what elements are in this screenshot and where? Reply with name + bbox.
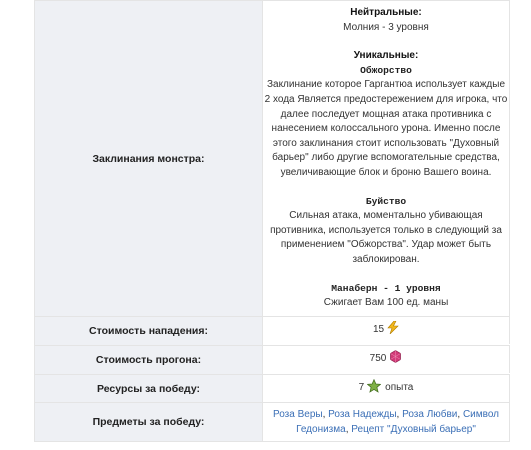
spell-name-manaburn: Манаберн - 1 уровня (331, 282, 441, 294)
spells-label: Заклинания монстра: (34, 1, 263, 316)
desc-line: противника, используется только в следующий за (270, 224, 502, 236)
item-link-hedonism-symbol[interactable]: Символ Гедонизма (296, 409, 500, 435)
attack-cost-number: 15 (372, 324, 385, 336)
spell-name-gluttony: Обжорство (360, 64, 412, 76)
resources-row (34, 375, 510, 403)
spell-desc-frenzy (263, 209, 509, 267)
desc-line: этого заклинания стоит использовать "Духовный (272, 137, 500, 149)
items-row (34, 403, 510, 442)
desc-line: заблокирован. (352, 253, 420, 265)
chase-cost-row (34, 346, 510, 375)
resources-value (263, 375, 510, 402)
desc-line: нанесением колоссального урона. Именно после (271, 123, 501, 135)
desc-line: барьер" либо другие вспомогательные средства, (272, 152, 500, 164)
spell-desc-gluttony (263, 78, 509, 180)
neutral-heading: Нейтральные: (350, 7, 422, 18)
spells-value (263, 1, 510, 316)
monster-info-table (34, 0, 510, 442)
chase-cost-value (263, 346, 510, 373)
chase-cost-label: Стоимость прогона: (34, 346, 263, 374)
attack-cost-label: Стоимость нападения: (34, 317, 263, 345)
item-link-hope-rose[interactable]: Роза Надежды (328, 409, 397, 420)
desc-line: далее последует мощная атака противника с (280, 108, 492, 120)
item-link-spirit-barrier-recipe[interactable]: Рецепт "Духовный барьер" (351, 423, 476, 435)
spells-row (34, 0, 510, 317)
unique-heading: Уникальные: (353, 50, 419, 62)
items-value: Роза Веры, Роза Надежды, Роза Любви, Символ Гедонизма, Рецепт "Духовный барьер" (263, 403, 510, 441)
attack-cost-row (34, 317, 510, 346)
items-label: Предметы за победу: (34, 403, 263, 441)
desc-line: Сильная атака, моментально убивающая (289, 210, 483, 222)
chase-cost-number: 750 (369, 353, 387, 365)
desc-line: 2 хода Является предостережением для игрока, что (264, 93, 508, 105)
gem-icon (389, 350, 402, 369)
resources-number: 7 (358, 382, 365, 394)
lightning-icon (387, 321, 399, 340)
desc-line: увеличивающие блок и броню Вашего воина. (280, 166, 492, 178)
star-icon (367, 379, 381, 399)
spell-desc-manaburn: Сжигает Вам 100 ед. маны (323, 297, 449, 309)
spell-name-frenzy: Буйство (365, 195, 407, 207)
item-link-faith-rose[interactable]: Роза Веры (272, 409, 323, 420)
resources-unit: опыта (385, 382, 414, 394)
resources-label: Ресурсы за победу: (34, 375, 263, 402)
neutral-item: Молния - 3 уровня (343, 21, 429, 33)
attack-cost-value (263, 317, 510, 344)
desc-line: Заклинание которое Гаргантюа использует каждые (266, 79, 506, 91)
item-link-love-rose[interactable]: Роза Любви (402, 409, 458, 420)
desc-line: применением "Обжорства". Удар может быть (280, 239, 492, 251)
